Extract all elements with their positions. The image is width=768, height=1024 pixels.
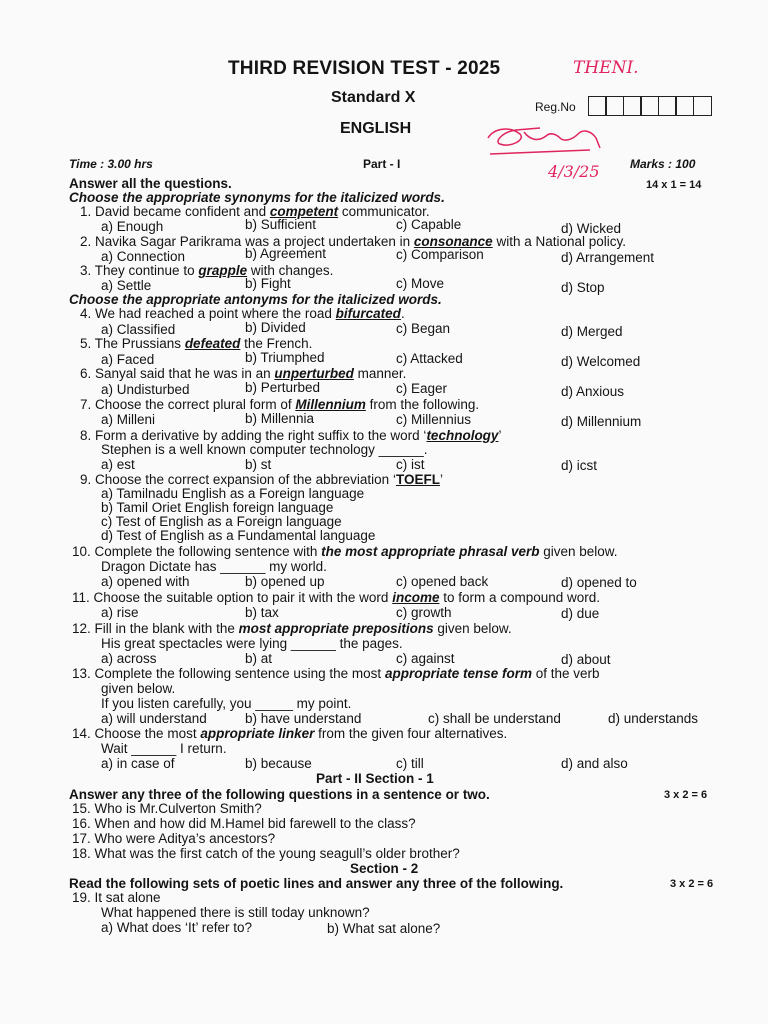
question-11: 11. Choose the suitable option to pair it with the word income to form a compound word. — [72, 590, 601, 605]
option-9d: d) Test of English as a Fundamental language — [101, 528, 376, 543]
option-7d: d) Millennium — [561, 414, 642, 429]
option-5c: c) Attacked — [396, 351, 463, 366]
question-6: 6. Sanyal said that he was in an unperturbed manner. — [80, 366, 407, 381]
option-5a: a) Faced — [101, 352, 155, 367]
option-4a: a) Classified — [101, 322, 176, 337]
option-12b: b) at — [245, 651, 273, 666]
option-9a: a) Tamilnadu English as a Foreign language — [101, 486, 365, 501]
option-11a: a) rise — [101, 605, 139, 620]
question-10: 10. Complete the following sentence with the most appropriate phrasal verb given below. — [72, 544, 618, 559]
question-4: 4. We had reached a point where the road bifurcated. — [80, 306, 405, 321]
part-two-marks: 3 x 2 = 6 — [664, 789, 708, 801]
option-3b: b) Fight — [245, 276, 291, 291]
option-14a: a) in case of — [101, 756, 175, 771]
section-two-instruction: Read the following sets of poetic lines and answer any three of the following. — [69, 876, 564, 891]
option-4c: c) Began — [396, 321, 451, 336]
question-13: 13. Complete the following sentence using the most appropriate tense form of the verb — [72, 666, 600, 681]
option-6a: a) Undisturbed — [101, 382, 190, 397]
question-17: 17. Who were Aditya’s ancestors? — [72, 831, 276, 846]
option-7a: a) Milleni — [101, 412, 156, 427]
reg-box[interactable] — [693, 96, 712, 116]
reg-box[interactable] — [640, 96, 659, 116]
question-12-sentence: His great spectacles were lying ______ the pages. — [101, 636, 403, 651]
option-7c: c) Millennius — [396, 412, 472, 427]
option-12d: d) about — [561, 652, 611, 667]
question-9: 9. Choose the correct expansion of the abbreviation ‘TOEFL’ — [80, 472, 443, 487]
question-14-sentence: Wait ______ I return. — [101, 741, 227, 756]
time-label: Time : 3.00 hrs — [69, 157, 153, 171]
question-1: 1. David became confident and competent communicator. — [80, 204, 430, 219]
instruction-antonyms: Choose the appropriate antonyms for the italicized words. — [69, 292, 442, 307]
option-2c: c) Comparison — [396, 247, 484, 262]
option-3d: d) Stop — [561, 280, 605, 295]
question-12: 12. Fill in the blank with the most appropriate prepositions given below. — [72, 621, 512, 636]
question-13-line2: given below. — [101, 681, 176, 696]
option-8d: d) icst — [561, 458, 598, 473]
option-3c: c) Move — [396, 276, 445, 291]
reg-box[interactable] — [658, 96, 677, 116]
option-19b: b) What sat alone? — [327, 921, 441, 936]
option-7b: b) Millennia — [245, 411, 315, 426]
option-11d: d) due — [561, 606, 600, 621]
option-6b: b) Perturbed — [245, 380, 321, 395]
signature-stamp — [480, 118, 610, 168]
option-6d: d) Anxious — [561, 384, 625, 399]
question-2: 2. Navika Sagar Parikrama was a project undertaken in consonance with a National policy. — [80, 234, 627, 249]
section-two-marks: 3 x 2 = 6 — [670, 878, 714, 890]
option-8b: b) st — [245, 457, 272, 472]
option-14c: c) till — [396, 756, 424, 771]
option-12c: c) against — [396, 651, 455, 666]
standard-label: Standard X — [331, 89, 416, 106]
handwritten-place: THENI. — [573, 58, 639, 78]
option-11b: b) tax — [245, 605, 279, 620]
option-8c: c) ist — [396, 457, 425, 472]
option-13d: d) understands — [608, 711, 699, 726]
reg-box[interactable] — [623, 96, 642, 116]
part-two-heading: Part - II Section - 1 — [316, 771, 434, 786]
question-7: 7. Choose the correct plural form of Millennium from the following. — [80, 397, 480, 412]
option-14b: b) because — [245, 756, 312, 771]
option-14d: d) and also — [561, 756, 628, 771]
section-two-heading: Section - 2 — [350, 861, 419, 876]
option-13b: b) have understand — [245, 711, 362, 726]
option-5b: b) Triumphed — [245, 350, 325, 365]
total-marks: Marks : 100 — [630, 157, 696, 171]
question-19-line2: What happened there is still today unknown? — [101, 905, 370, 920]
instruction-synonyms: Choose the appropriate synonyms for the italicized words. — [69, 190, 445, 205]
option-9c: c) Test of English as a Foreign language — [101, 514, 342, 529]
option-1b: b) Sufficient — [245, 217, 317, 232]
option-1d: d) Wicked — [561, 221, 622, 236]
option-13a: a) will understand — [101, 711, 207, 726]
option-8a: a) est — [101, 457, 135, 472]
option-9b: b) Tamil Oriet English foreign language — [101, 500, 334, 515]
option-1a: a) Enough — [101, 219, 164, 234]
option-19a: a) What does ‘It’ refer to? — [101, 920, 253, 935]
option-2b: b) Agreement — [245, 246, 327, 261]
question-15: 15. Who is Mr.Culverton Smith? — [72, 801, 262, 816]
reg-no-label: Reg.No — [535, 100, 576, 114]
question-5: 5. The Prussians defeated the French. — [80, 336, 313, 351]
option-2a: a) Connection — [101, 249, 186, 264]
question-19: 19. It sat alone — [72, 890, 161, 905]
option-4d: d) Merged — [561, 324, 623, 339]
reg-box[interactable] — [605, 96, 624, 116]
reg-box[interactable] — [588, 96, 607, 116]
question-18: 18. What was the first catch of the young seagull’s older brother? — [72, 846, 460, 861]
option-1c: c) Capable — [396, 217, 462, 232]
part-two-instruction: Answer any three of the following questions in a sentence or two. — [69, 787, 490, 802]
question-14: 14. Choose the most appropriate linker from the given four alternatives. — [72, 726, 508, 741]
option-4b: b) Divided — [245, 320, 306, 335]
instruction-answer-all: Answer all the questions. — [69, 176, 232, 191]
option-10d: d) opened to — [561, 575, 637, 590]
question-13-sentence: If you listen carefully, you _____ my point. — [101, 696, 352, 711]
part-one-marks: 14 x 1 = 14 — [646, 179, 702, 191]
option-12a: a) across — [101, 651, 157, 666]
part-one-heading: Part - I — [363, 157, 401, 171]
reg-no-boxes[interactable] — [589, 96, 712, 116]
reg-box[interactable] — [675, 96, 694, 116]
option-10a: a) opened with — [101, 574, 190, 589]
question-8-sentence: Stephen is a well known computer technology ______. — [101, 442, 428, 457]
option-6c: c) Eager — [396, 381, 448, 396]
question-3: 3. They continue to grapple with changes. — [80, 263, 334, 278]
question-8: 8. Form a derivative by adding the right suffix to the word ‘technology’ — [80, 428, 502, 443]
option-13c: c) shall be understand — [428, 711, 561, 726]
option-2d: d) Arrangement — [561, 250, 655, 265]
option-10b: b) opened up — [245, 574, 325, 589]
option-3a: a) Settle — [101, 278, 152, 293]
question-16: 16. When and how did M.Hamel bid farewell to the class? — [72, 816, 416, 831]
test-title: THIRD REVISION TEST - 2025 — [228, 58, 501, 79]
handwritten-date: 4/3/25 — [548, 162, 600, 181]
option-5d: d) Welcomed — [561, 354, 641, 369]
option-11c: c) growth — [396, 605, 452, 620]
question-10-sentence: Dragon Dictate has ______ my world. — [101, 559, 327, 574]
subject-label: ENGLISH — [340, 120, 412, 137]
option-10c: c) opened back — [396, 574, 489, 589]
